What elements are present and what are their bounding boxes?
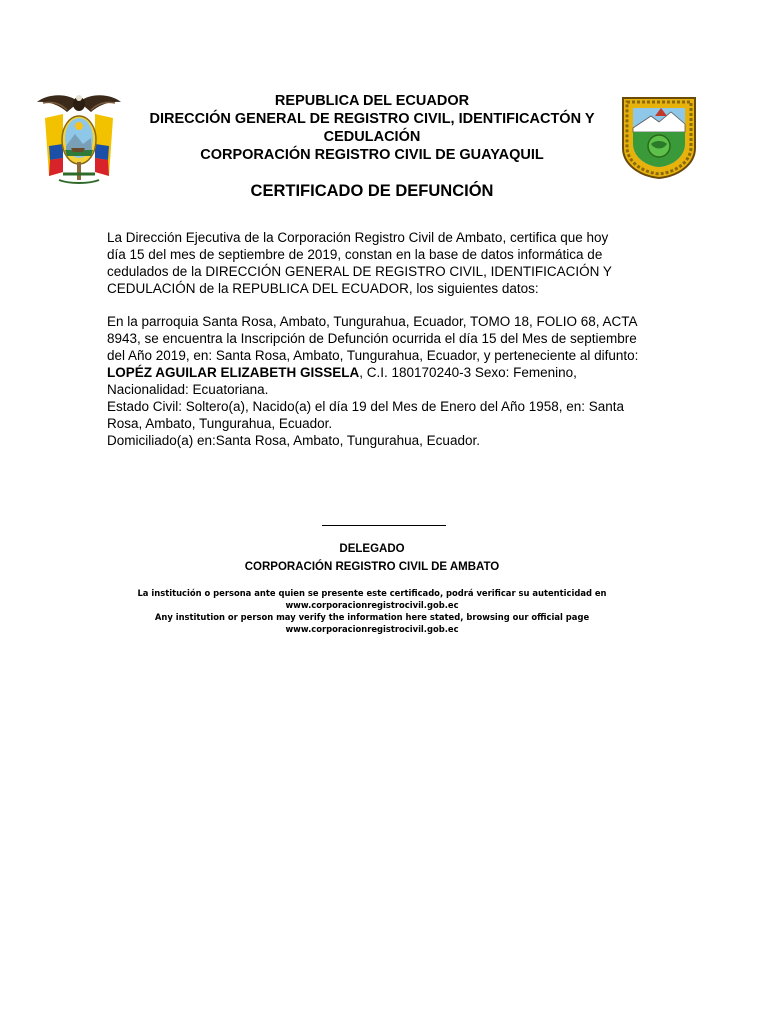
document-header xyxy=(130,92,614,164)
ecuador-coat-of-arms-icon xyxy=(33,88,125,190)
header-directorate: DIRECCIÓN GENERAL DE REGISTRO CIVIL, IDENTIFICACTÓN Y xyxy=(149,111,595,127)
header-directorate-cont: CEDULACIÓN xyxy=(323,129,421,145)
intro-line: día 15 del mes de septiembre de 2019, constan en la base de datos informática de xyxy=(107,247,603,262)
record-line: Domiciliado(a) en:Santa Rosa, Ambato, Tungurahua, Ecuador. xyxy=(107,433,480,448)
verification-en-text: Any institution or person may verify the information here stated, browsing our official page xyxy=(154,612,590,622)
intro-line: cedulados de la DIRECCIÓN GENERAL DE REGISTRO CIVIL, IDENTIFICACIÓN Y xyxy=(107,264,612,279)
record-line: Nacionalidad: Ecuatoriana. xyxy=(107,382,269,397)
verification-es-url[interactable]: www.corporacionregistrocivil.gob.ec xyxy=(285,600,459,610)
record-line: Estado Civil: Soltero(a), Nacido(a) el día 19 del Mes de Enero del Año 1958, en: Santa xyxy=(107,399,625,414)
signature-role: DELEGADO xyxy=(339,543,405,555)
signature-line xyxy=(322,525,446,526)
signature-institution: CORPORACIÓN REGISTRO CIVIL DE AMBATO xyxy=(244,561,500,573)
record-line-deceased xyxy=(107,364,667,381)
deceased-id-sex: , C.I. 180170240-3 Sexo: Femenino, xyxy=(359,365,577,380)
intro-line: La Dirección Ejecutiva de la Corporación Registro Civil de Ambato, certifica que hoy xyxy=(107,230,609,245)
header-corporation: CORPORACIÓN REGISTRO CIVIL DE GUAYAQUIL xyxy=(200,147,544,163)
record-paragraph xyxy=(107,313,667,449)
verification-es-text: La institución o persona ante quien se presente este certificado, podrá verificar su autenticidad en xyxy=(137,588,607,598)
header-country: REPUBLICA DEL ECUADOR xyxy=(274,93,470,109)
intro-paragraph xyxy=(107,229,667,297)
record-line: 8943, se encuentra la Inscripción de Defunción ocurrida el día 15 del Mes de septiembre xyxy=(107,331,637,346)
civil-registry-seal-icon xyxy=(617,92,701,180)
deceased-name: LOPÉZ AGUILAR ELIZABETH GISSELA xyxy=(107,365,360,380)
intro-line: CEDULACIÓN de la REPUBLICA DEL ECUADOR, los siguientes datos: xyxy=(107,281,539,296)
record-line: En la parroquia Santa Rosa, Ambato, Tungurahua, Ecuador, TOMO 18, FOLIO 68, ACTA xyxy=(107,314,638,329)
verification-notice xyxy=(130,587,614,635)
record-line: del Año 2019, en: Santa Rosa, Ambato, Tungurahua, Ecuador, y perteneciente al difunto: xyxy=(107,348,639,363)
record-line: Rosa, Ambato, Tungurahua, Ecuador. xyxy=(107,416,333,431)
verification-en-url[interactable]: www.corporacionregistrocivil.gob.ec xyxy=(285,624,459,634)
document-title: CERTIFICADO DE DEFUNCIÓN xyxy=(250,182,494,200)
